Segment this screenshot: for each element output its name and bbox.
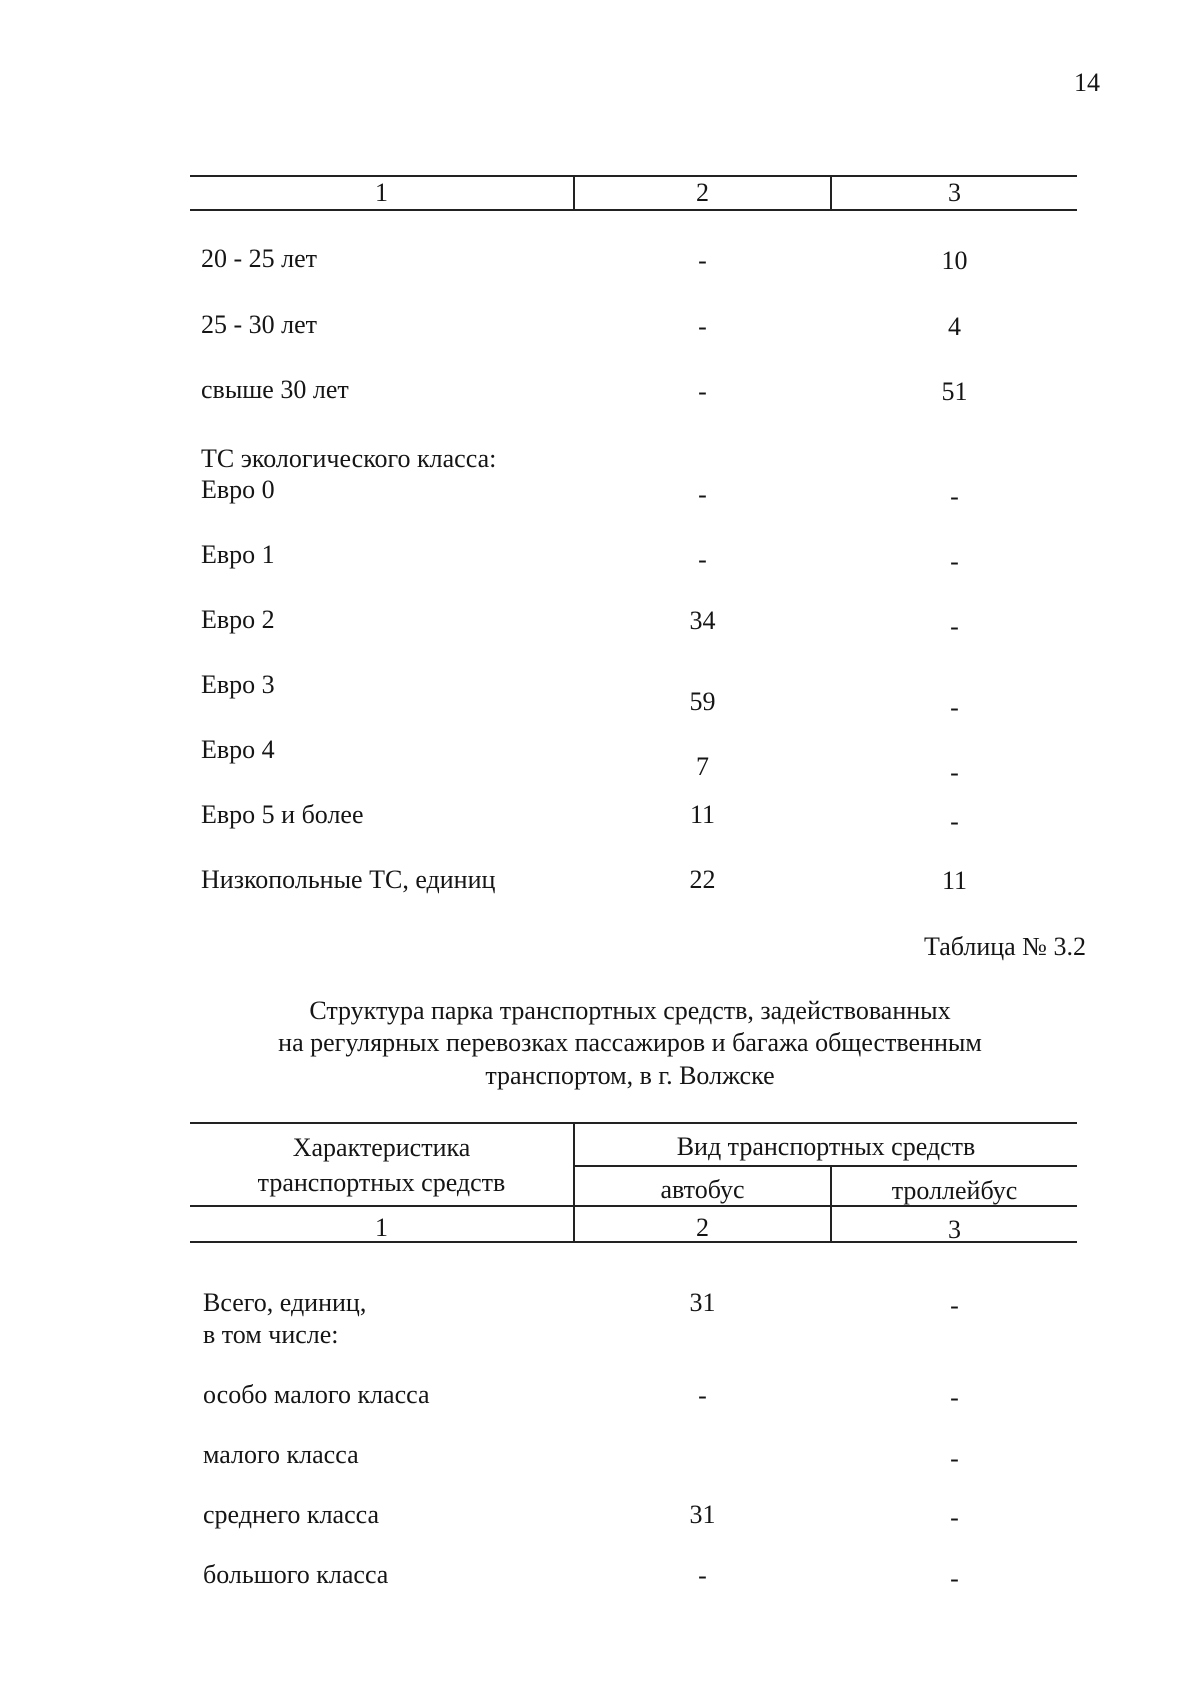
bus-value: - [698,377,707,406]
trolleybus-value: - [950,1291,959,1320]
row-label: Евро 1 [201,540,275,569]
row-label: малого класса [203,1440,359,1469]
table-header-rule [190,209,1077,211]
column-number-1: 1 [375,1213,388,1242]
header-vehicle-type: Вид транспортных средств [676,1132,976,1161]
row-label: Всего, единиц, [203,1288,367,1317]
row-label: большого класса [203,1560,389,1589]
bus-value: 22 [689,865,716,894]
bus-value: 7 [696,752,709,781]
row-label: 25 - 30 лет [201,310,318,339]
bus-value: - [698,246,707,275]
row-label: Евро 0 [201,475,275,504]
column-number-2: 2 [696,1213,709,1242]
bus-value: - [698,545,707,574]
header-bus: автобус [660,1175,745,1204]
header-characteristic-line-2: транспортных средств [257,1168,506,1197]
trolleybus-value: - [950,758,959,787]
row-label: Евро 5 и более [201,800,364,829]
trolleybus-value: - [950,693,959,722]
trolleybus-value: 4 [948,312,961,341]
column-number-3: 3 [948,178,961,207]
row-label: среднего класса [203,1500,380,1529]
column-number-2: 2 [696,178,709,207]
bus-value: - [698,312,707,341]
column-number-1: 1 [375,178,388,207]
trolleybus-value: - [950,547,959,576]
trolleybus-value: - [950,482,959,511]
trolleybus-value: - [950,807,959,836]
bus-value: 59 [689,687,716,716]
table-caption: Таблица № 3.2 [923,932,1086,961]
page-number: 14 [1074,68,1100,97]
trolleybus-value: 10 [941,246,968,275]
bus-value: 31 [689,1500,716,1529]
table-top-rule [190,175,1077,177]
header-characteristic: Характеристика [292,1133,471,1162]
table-title-line-2: на регулярных перевозках пассажиров и багажа общественным [278,1028,982,1057]
row-label: особо малого класса [203,1380,430,1409]
column-number-3: 3 [948,1215,961,1244]
bus-value: 11 [689,800,716,829]
header-trolleybus: троллейбус [891,1176,1018,1205]
row-label: 20 - 25 лет [201,244,318,273]
bus-value: 31 [689,1288,716,1317]
row-label: Евро 3 [201,670,275,699]
row-label: Евро 2 [201,605,275,634]
row-label: Евро 4 [201,735,275,764]
trolleybus-value: - [950,1444,959,1473]
section-heading: ТС экологического класса: [201,444,497,473]
trolleybus-value: - [950,612,959,641]
trolleybus-value: - [950,1564,959,1593]
row-label: свыше 30 лет [201,375,349,404]
group-header-rule [573,1165,1077,1167]
trolleybus-value: 11 [941,866,968,895]
table-title-line-1: Структура парка транспортных средств, задействованных [309,996,951,1025]
bus-value: 34 [689,606,716,635]
row-label: Низкопольные ТС, единиц [201,865,496,894]
trolleybus-value: 51 [941,377,968,406]
bus-value: - [698,1381,707,1410]
bus-value: - [698,1561,707,1590]
trolleybus-value: - [950,1503,959,1532]
bus-value: - [698,480,707,509]
table-title-line-3: транспортом, в г. Волжске [485,1061,775,1090]
trolleybus-value: - [950,1383,959,1412]
row-label: в том числе: [203,1320,339,1349]
table-top-rule [190,1122,1077,1124]
